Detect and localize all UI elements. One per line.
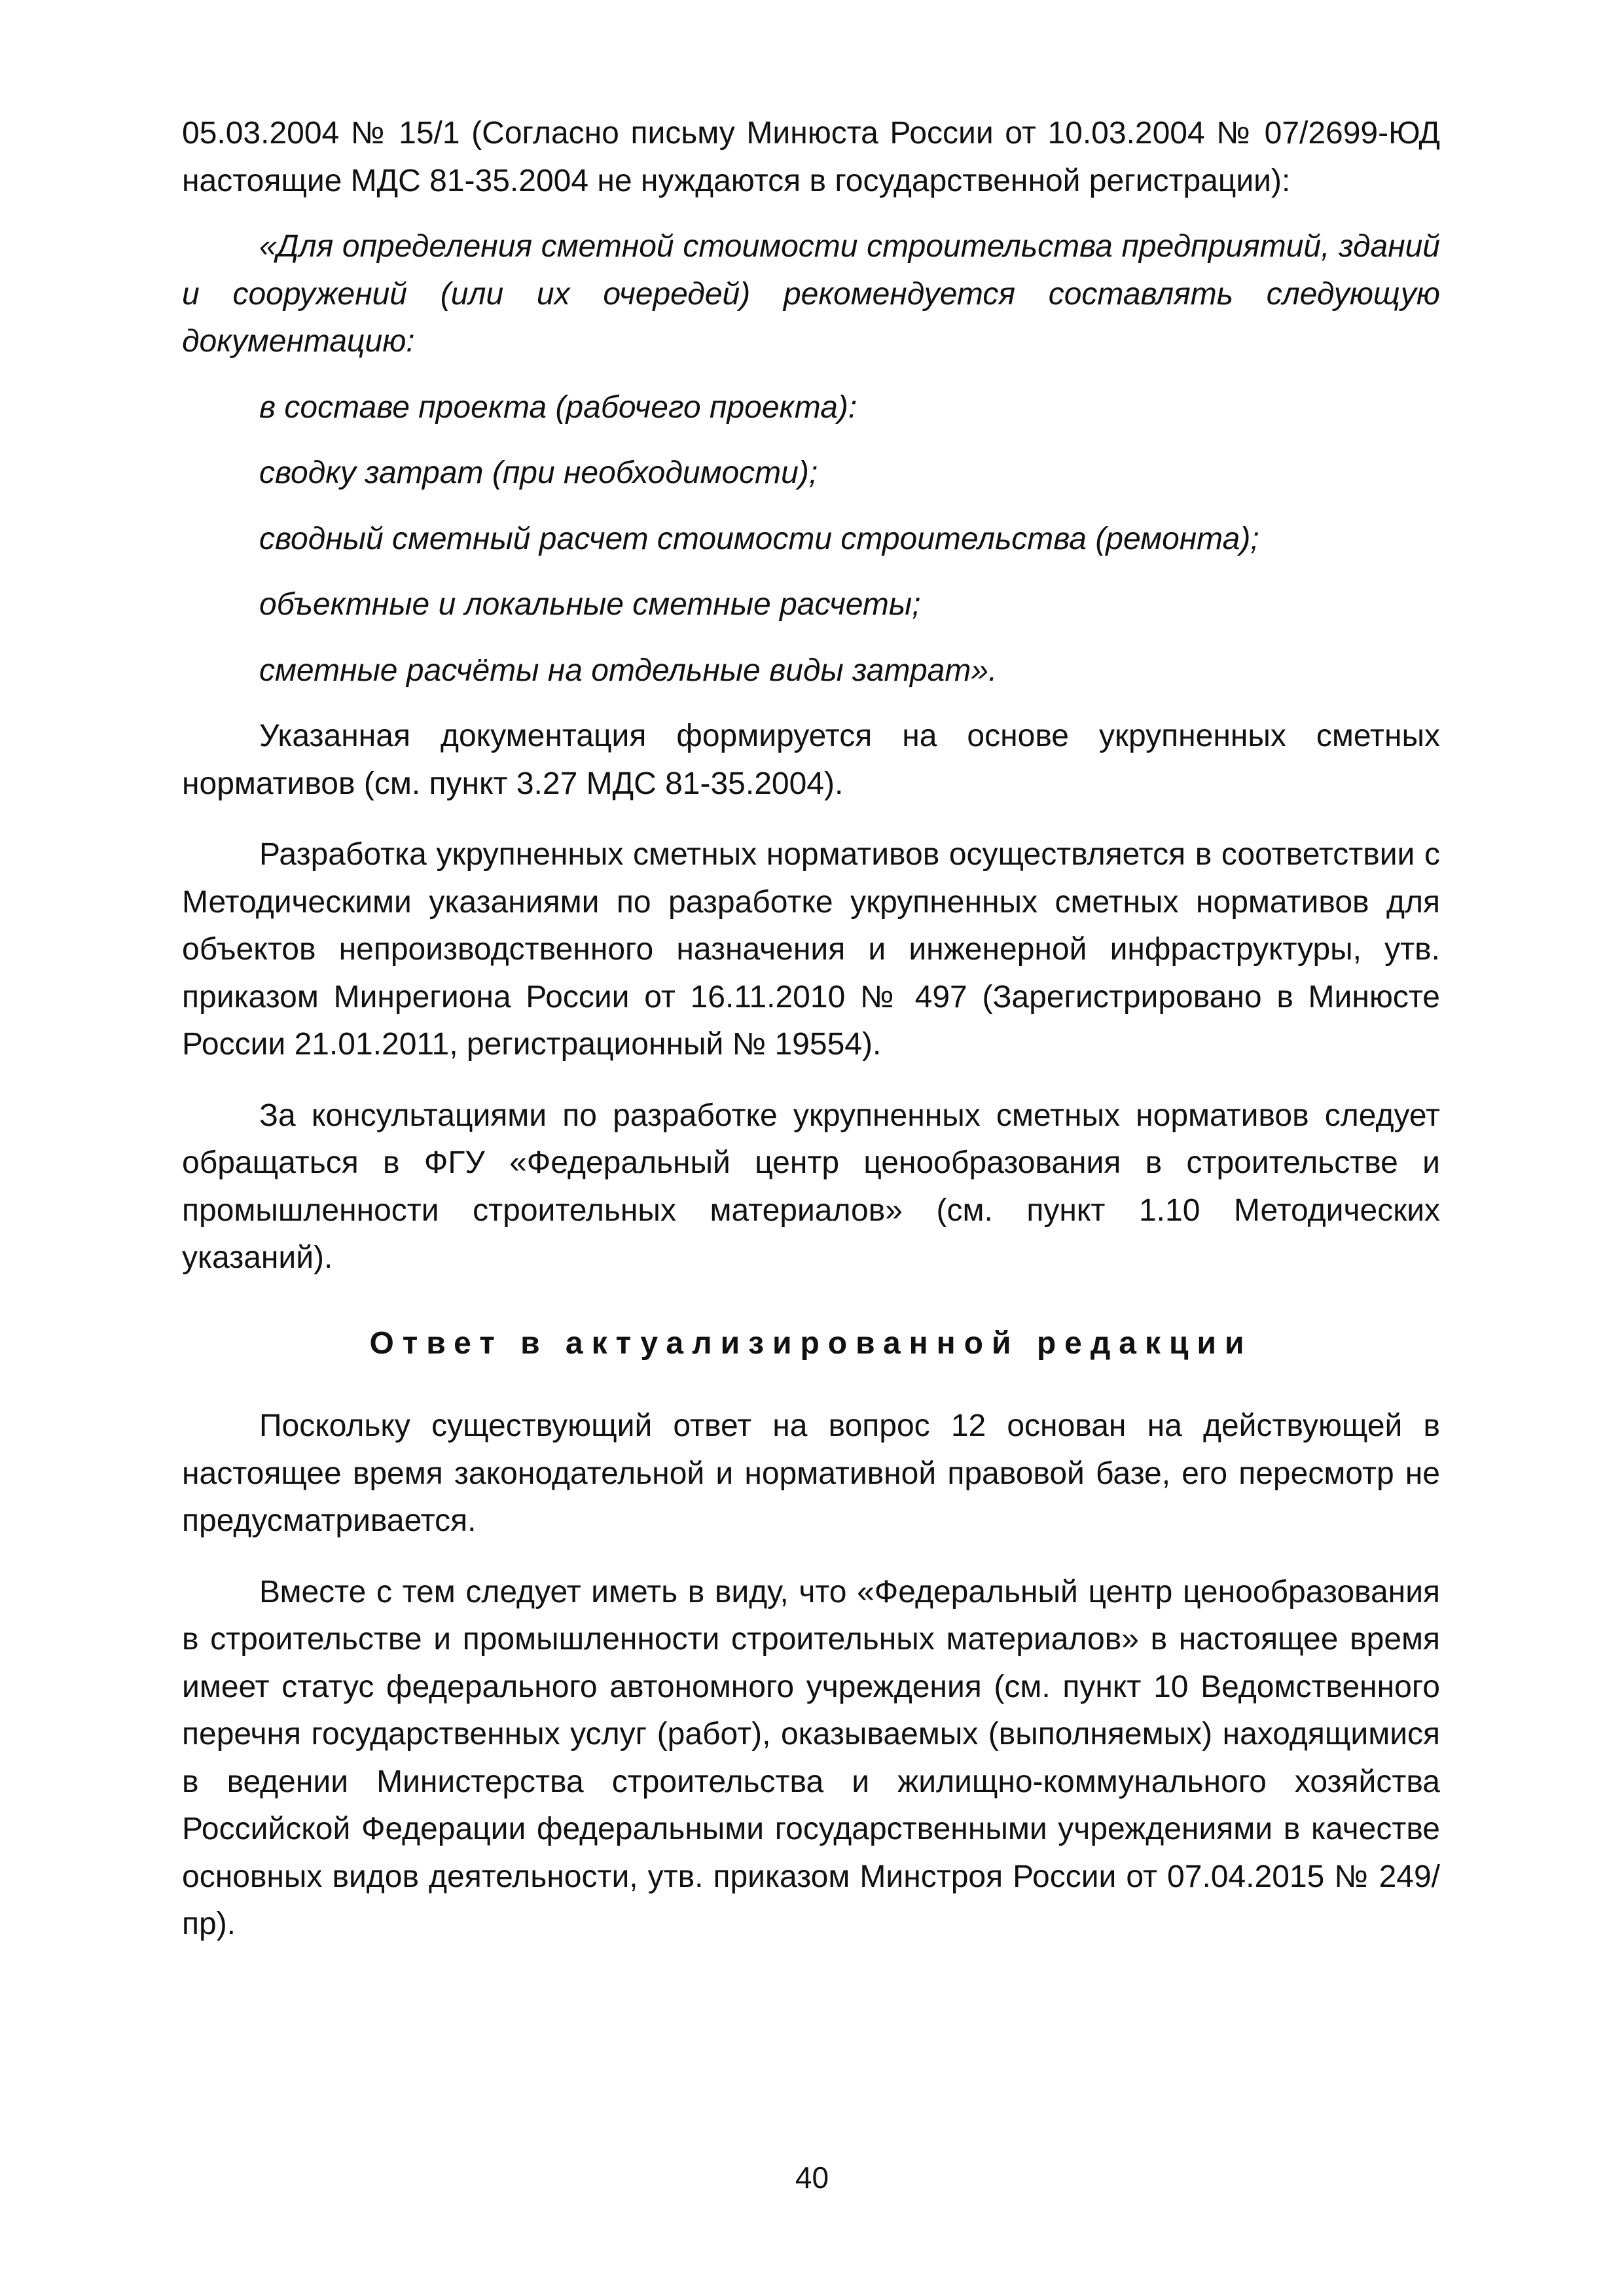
quote-paragraph: «Для определения сметной стоимости строительства предприятий, зданий и сооружений (или их очередей) рекомендуется составлять следующую документацию: bbox=[182, 229, 1440, 359]
quote-list-item: сводный сметный расчет стоимости строительства (ремонта); bbox=[259, 521, 1259, 556]
body-paragraph: За консультациями по разработке укрупненных сметных нормативов следует обращаться в ФГУ «Федеральный центр ценообразования в строительстве и промышленности строительных материалов» (см. пункт 1.10 Методических указаний). bbox=[182, 1098, 1440, 1275]
page-number: 40 bbox=[795, 2161, 829, 2195]
body-paragraph: Указанная документация формируется на основе укрупненных сметных нормативов (см. пункт 3.27 МДС 81-35.2004). bbox=[182, 719, 1440, 801]
quote-list-item: сметные расчёты на отдельные виды затрат». bbox=[259, 653, 998, 688]
quote-list-item: в составе проекта (рабочего проекта): bbox=[259, 389, 857, 425]
quote-list-item: объектные и локальные сметные расчеты; bbox=[259, 587, 921, 622]
quote-list-item: сводку затрат (при необходимости); bbox=[259, 456, 818, 490]
body-paragraph: Поскольку существующий ответ на вопрос 12 основан на действующей в настоящее время законодательной и нормативной правовой базе, его пересмотр не предусматривается. bbox=[182, 1408, 1440, 1538]
intro-paragraph: 05.03.2004 № 15/1 (Согласно письму Минюста России от 10.03.2004 № 07/2699-ЮД настоящие МДС 81-35.2004 не нуждаются в государственной регистрации): bbox=[182, 116, 1440, 198]
page-body bbox=[182, 110, 1440, 1948]
body-paragraph: Вместе с тем следует иметь в виду, что «Федеральный центр ценообразования в строительстве и промышленности строительных материалов» в настоящее время имеет статус федерального автономного учреждения (см. пункт 10 Ведомственного перечня государственных услуг (работ), оказываемых (выполняемых) находящимися в ведении Министерства строительства и жилищно-коммунального хозяйства Российской Федерации федеральными государственными учреждениями в качестве основных видов деятельности, утв. приказом Минстроя России от 07.04.2015 № 249/пр). bbox=[182, 1574, 1440, 1941]
body-paragraph: Разработка укрупненных сметных нормативов осуществляется в соответствии с Методическими указаниями по разработке укрупненных сметных нормативов для объектов непроизводственного назначения и инженерной инфраструктуры, утв. приказом Минрегиона России от 16.11.2010 № 497 (Зарегистрировано в Минюсте России 21.01.2011, регистрационный № 19554). bbox=[182, 837, 1440, 1062]
section-heading: Ответ в актуализированной редакции bbox=[369, 1325, 1253, 1361]
